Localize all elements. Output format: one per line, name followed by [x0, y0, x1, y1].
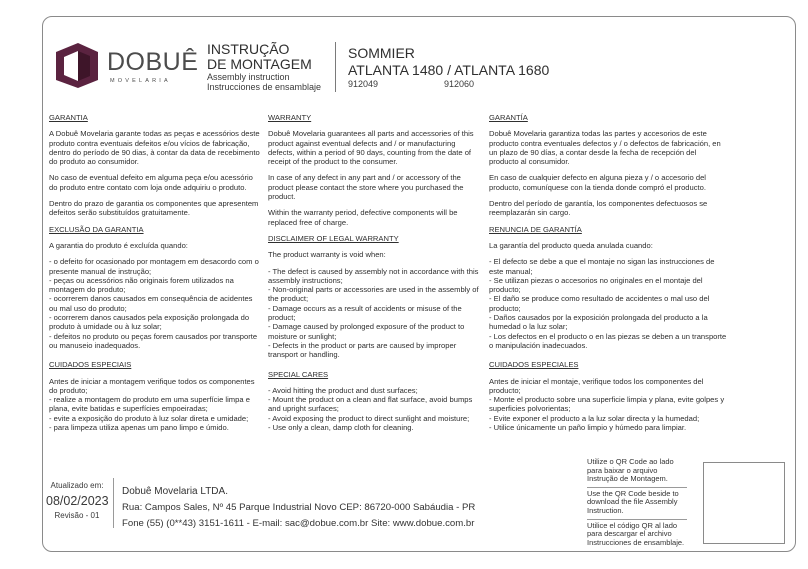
document-title: [207, 42, 332, 92]
column-portuguese: [49, 113, 263, 432]
revision-number: Revisão - 01: [54, 511, 100, 520]
brand-name: DOBUÊ: [107, 48, 199, 76]
list-item: - Daños causados por la exposición prolongada del producto a la humedad o la luz solar;: [489, 313, 708, 332]
column-english: [268, 113, 483, 432]
list-item: - Non-original parts or accessories are used in the assembly of the product;: [268, 285, 479, 304]
paragraph: Within the warranty period, defective components will be replaced free of charge.: [268, 208, 458, 227]
list-item: - Damage occurs as a result of accidents or misuse of the product;: [268, 303, 462, 323]
paragraph: Dentro do prazo de garantia os componentes que apresentem defeitos serão substituídos gratuitamente.: [49, 199, 259, 218]
paragraph: En caso de cualquier defecto en alguna pieza y / o accesorio del producto, comuníquese con la tienda donde compró el producto.: [489, 173, 706, 192]
updated-label: Atualizado em:: [50, 481, 104, 490]
paragraph: A garantia do produto é excluída quando:: [49, 240, 188, 250]
company-contact: Fone (55) (0**43) 3151-1611 - E-mail: sac@dobue.com.br Site: www.dobue.com.br: [122, 518, 475, 529]
company-name: Dobuê Movelaria LTDA.: [122, 486, 228, 497]
section-title: GARANTIA: [49, 113, 88, 122]
list-item: - Los defectos en el producto o en las piezas se deben a un transporte o manipulación inadecuados.: [489, 331, 727, 350]
section-title: WARRANTY: [268, 113, 312, 122]
updated-date: 08/02/2023: [46, 494, 109, 508]
product-codes: [348, 79, 648, 91]
section-title: CUIDADOS ESPECIALES: [489, 360, 579, 370]
list-item: - Mount the product on a clean and flat surface, avoid bumps and upright surfaces;: [268, 395, 473, 414]
product-type: SOMMIER: [348, 45, 415, 61]
paragraph: Dobuê Movelaria guarantees all parts and accessories of this product against eventual defects and / or manufacturing defects, within a period of 90 days, counting from the date of receipt of the product to the consumer.: [268, 129, 474, 167]
company-info: [122, 484, 475, 532]
logo-mark-icon: [50, 40, 102, 90]
list-item: - Use only a clean, damp cloth for cleaning.: [268, 423, 414, 433]
product-info: [348, 45, 648, 91]
qr-note-english: Use the QR Code beside to download the file Assembly Instruction.: [587, 490, 687, 520]
title-english: Assembly instruction: [207, 72, 290, 82]
company-address: Rua: Campos Sales, Nº 45 Parque Industrial Novo CEP: 86720-000 Sabáudia - PR: [122, 502, 476, 513]
paragraph: Antes de iniciar el montaje, verifique todos los componentes del producto;: [489, 376, 704, 395]
list-item: - El defecto se debe a que el montaje no sigan las instrucciones de este manual;: [489, 257, 715, 276]
list-item: - Avoid hitting the product and dust surfaces;: [268, 385, 418, 395]
qr-code-placeholder[interactable]: [703, 462, 785, 544]
list-item: - The defect is caused by assembly not in accordance with this assembly instructions;: [268, 266, 479, 285]
footer-divider: [113, 478, 114, 528]
list-item: - Se utilizan piezas o accesorios no originales en el montaje del producto;: [489, 275, 703, 295]
paragraph: In case of any defect in any part and / or accessory of the product please contact the store where you purchased the product.: [268, 173, 464, 202]
paragraph: No caso de eventual defeito em alguma peça e/ou acessório do produto entre contato com loja onde adquiriu o produto.: [49, 173, 253, 192]
list-item: - para limpeza utiliza apenas um pano limpo e úmido.: [49, 423, 229, 433]
section-title: RENUNCIA DE GARANTÍA: [489, 224, 582, 234]
list-item: - realize a montagem do produto em uma superfície limpa e plana, evite batidas e superfícies empoeiradas;: [49, 395, 250, 414]
title-line-2: DE MONTAGEM: [207, 56, 312, 72]
column-spanish: [489, 113, 727, 432]
list-item: - evite a exposição do produto à luz solar direta e umidade;: [49, 413, 249, 423]
list-item: - Damage caused by prolonged exposure of the product to moisture or sunlight;: [268, 322, 465, 341]
header-divider: [335, 42, 336, 92]
paragraph: The product warranty is void when:: [268, 250, 386, 260]
paragraph: Dobuê Movelaria garantiza todas las partes y accesorios de este producto contra eventuales defectos y / o defectos de fabricación, en un plazo de 90 días, a contar desde la fecha de recepción del producto al consumidor.: [489, 129, 721, 167]
list-item: - defeitos no produto ou peças forem causados por transporte ou manuseio inadequados.: [49, 331, 258, 350]
section-title: CUIDADOS ESPECIAIS: [49, 360, 132, 370]
brand-tagline: MOVELARIA: [110, 78, 171, 84]
list-item: - ocorrerem danos causados em consequência de acidentes ou mal uso do produto;: [49, 294, 253, 313]
list-item: - El daño se produce como resultado de accidentes o mal uso del producto;: [489, 294, 710, 313]
paragraph: La garantía del producto queda anulada cuando:: [489, 240, 653, 250]
list-item: - Utilice únicamente un paño limpio y húmedo para limpiar.: [489, 423, 687, 433]
section-title: SPECIAL CARES: [268, 369, 329, 379]
qr-instructions: [587, 458, 687, 552]
paragraph: Dentro del período de garantía, los componentes defectuosos se reemplazarán sin cargo.: [489, 199, 708, 218]
product-code-1: 912049: [348, 79, 379, 89]
title-line-1: INSTRUÇÃO: [207, 41, 290, 57]
product-code-2: 912060: [444, 79, 475, 89]
list-item: - Defects in the product or parts are caused by improper transport or handling.: [268, 340, 457, 360]
list-item: - Monte el producto sobre una superficie limpia y plana, evite golpes y superficies polvorientas;: [489, 395, 725, 414]
title-spanish: Instrucciones de ensamblaje: [207, 82, 322, 92]
list-item: - Avoid exposing the product to direct sunlight and moisture;: [268, 413, 470, 423]
product-models: ATLANTA 1480 / ATLANTA 1680: [348, 62, 550, 78]
section-title: GARANTÍA: [489, 113, 528, 122]
qr-note-spanish: Utilice el código QR al lado para descargar el archivo Instrucciones de ensamblaje.: [587, 520, 685, 547]
qr-note-portuguese: Utilize o QR Code ao lado para baixar o arquivo Instrução de Montagem.: [587, 458, 687, 488]
paragraph: Antes de iniciar a montagem verifique todos os componentes do produto;: [49, 376, 255, 395]
list-item: - ocorrerem danos causados pela exposição prolongada do produto à umidade ou à luz solar;: [49, 313, 250, 332]
brand-logo: [50, 40, 199, 90]
list-item: - o defeito for ocasionado por montagem em desacordo com o presente manual de instrução;: [49, 257, 259, 276]
paragraph: A Dobuê Movelaria garante todas as peças e acessórios deste produto contra eventuais defeitos e/ou vícios de fabricação, dentro do período de 90 dias, à contar da data de recebimento do produto ao consumidor.: [49, 129, 260, 167]
list-item: - Evite exponer el producto a la luz solar directa y la humedad;: [489, 413, 700, 423]
revision-info: [46, 481, 108, 521]
section-title: DISCLAIMER OF LEGAL WARRANTY: [268, 233, 399, 243]
list-item: - peças ou acessórios não originais forem utilizados na montagem do produto;: [49, 275, 234, 295]
section-title: EXCLUSÃO DA GARANTIA: [49, 224, 144, 234]
